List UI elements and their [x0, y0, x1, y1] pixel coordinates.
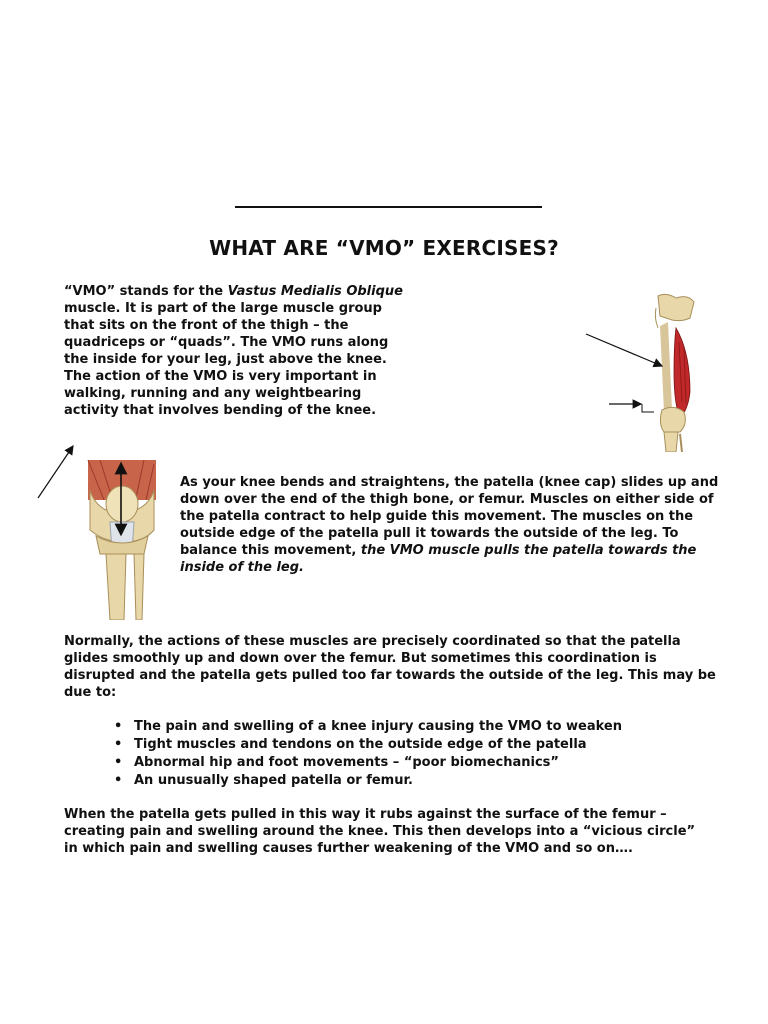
thigh-muscle-illustration: [650, 292, 700, 452]
intro-muscle-name: Vastus Medialis Oblique: [227, 284, 403, 299]
page-title: WHAT ARE “VMO” EXERCISES?: [209, 236, 559, 260]
list-item: • The pain and swelling of a knee injury causing the VMO to weaken: [96, 718, 696, 736]
closing-paragraph: When the patella gets pulled in this way it rubs against the surface of the femur – creating pain and swelling around the knee. This then develops into a “vicious circle” in which pain and swelling causes further weakening of the VMO and so on….: [64, 807, 696, 856]
list-item: • An unusually shaped patella or femur.: [96, 772, 696, 790]
causes-list: [96, 718, 696, 790]
top-divider: [235, 206, 542, 208]
intro-text-2: muscle. It is part of the large muscle group that sits on the front of the thigh – the quadriceps or “quads”. The VMO runs along the inside for your leg, just above the knee. The action of the VMO is very important in walking, running and any weightbearing activity that involves bending of the knee.: [64, 301, 389, 418]
patella-emphasis: the VMO muscle pulls the patella towards the inside of the leg.: [180, 543, 697, 575]
list-item: • Abnormal hip and foot movements – “poor biomechanics”: [96, 754, 696, 772]
patella-paragraph: [180, 474, 720, 576]
patella-text: As your knee bends and straightens, the patella (knee cap) slides up and down over the end of the thigh bone, or femur. Muscles on either side of the patella contract to help guide this movement. The muscles on the outside edge of the patella pull it towards the outside of the leg. To balance this movement,: [180, 475, 719, 558]
coordination-paragraph: Normally, the actions of these muscles are precisely coordinated so that the patella glides smoothly up and down over the femur. But sometimes this coordination is disrupted and the patella gets pulled too far towards the outside of the leg. This may be due to:: [64, 634, 716, 700]
intro-text-1: “VMO” stands for the: [64, 284, 228, 299]
knee-patella-illustration: [84, 460, 160, 620]
intro-paragraph: [64, 283, 414, 419]
arrow-to-intro: [38, 446, 73, 498]
list-item: • Tight muscles and tendons on the outside edge of the patella: [96, 736, 696, 754]
